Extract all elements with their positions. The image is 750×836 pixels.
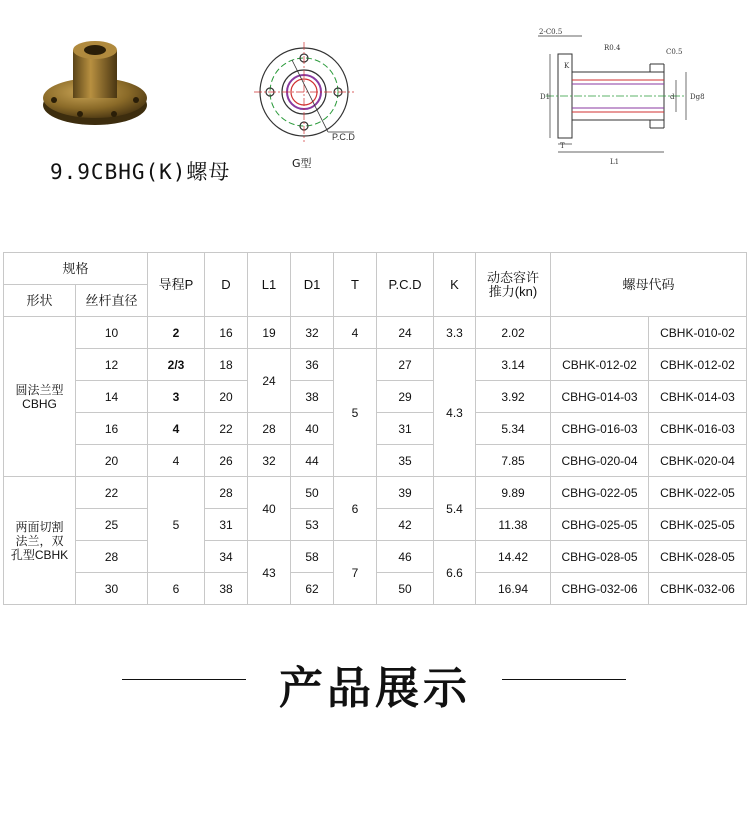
cell-pcd: 29	[377, 381, 434, 413]
cell-d: 34	[205, 541, 248, 573]
cell-code-cbhg: CBHG-022-05	[551, 477, 649, 509]
header-shape: 形状	[4, 285, 76, 317]
table-row	[4, 317, 747, 349]
cell-code-cbhg: CBHG-032-06	[551, 573, 649, 605]
cell-dia: 16	[76, 413, 148, 445]
cell-lead: 4	[148, 445, 205, 477]
cell-d1: 62	[291, 573, 334, 605]
cell-load: 5.34	[476, 413, 551, 445]
cell-lead: 4	[148, 413, 205, 445]
svg-text:2-C0.5: 2-C0.5	[539, 28, 563, 36]
cell-code-cbhk: CBHK-022-05	[649, 477, 747, 509]
cell-code-cbhg: CBHG-025-05	[551, 509, 649, 541]
svg-text:T: T	[560, 142, 565, 150]
cell-k: 4.3	[434, 349, 476, 477]
cell-code-cbhk: CBHK-032-06	[649, 573, 747, 605]
cell-code-cbhk: CBHK-010-02	[649, 317, 747, 349]
cell-code-cbhk: CBHK-025-05	[649, 509, 747, 541]
cell-d1: 53	[291, 509, 334, 541]
cell-k: 3.3	[434, 317, 476, 349]
cell-d: 16	[205, 317, 248, 349]
cell-pcd: 39	[377, 477, 434, 509]
section-title: 产品展示	[279, 663, 471, 714]
mount-hole-icon	[51, 97, 57, 103]
cell-d1: 38	[291, 381, 334, 413]
svg-text:R0.4: R0.4	[604, 44, 621, 52]
cell-lead: 3	[148, 381, 205, 413]
g-type-front-drawing	[252, 40, 362, 160]
cell-load: 3.14	[476, 349, 551, 381]
spec-table	[3, 252, 747, 605]
cell-code-cbhg: CBHG-016-03	[551, 413, 649, 445]
cell-k: 6.6	[434, 541, 476, 605]
cell-pcd: 46	[377, 541, 434, 573]
side-section-drawing	[536, 24, 710, 170]
cell-code-cbhk: CBHK-028-05	[649, 541, 747, 573]
cell-dia: 20	[76, 445, 148, 477]
cell-l1: 28	[248, 413, 291, 445]
product-caption: 9.9CBHG(K)螺母	[50, 160, 231, 184]
cell-load: 16.94	[476, 573, 551, 605]
cell-l1: 24	[248, 349, 291, 413]
cell-code-cbhg	[551, 317, 649, 349]
cell-code-cbhk: CBHK-016-03	[649, 413, 747, 445]
cell-load: 9.89	[476, 477, 551, 509]
cell-pcd: 35	[377, 445, 434, 477]
cell-d1: 50	[291, 477, 334, 509]
svg-text:d: d	[670, 93, 675, 101]
pcd-label: P.C.D	[332, 132, 355, 142]
header-screw-dia: 丝杆直径	[76, 285, 148, 317]
svg-text:C0.5: C0.5	[666, 48, 683, 56]
cell-d: 28	[205, 477, 248, 509]
cell-l1: 40	[248, 477, 291, 541]
cell-t: 7	[334, 541, 377, 605]
cell-load: 2.02	[476, 317, 551, 349]
cell-d1: 44	[291, 445, 334, 477]
cell-dia: 14	[76, 381, 148, 413]
cell-d: 22	[205, 413, 248, 445]
cell-l1: 43	[248, 541, 291, 605]
table-row	[4, 349, 747, 381]
cell-dia: 30	[76, 573, 148, 605]
cell-pcd: 42	[377, 509, 434, 541]
cell-dia: 28	[76, 541, 148, 573]
cell-dia: 10	[76, 317, 148, 349]
cell-k: 5.4	[434, 477, 476, 541]
cell-dia: 12	[76, 349, 148, 381]
header-load: 动态容许 推力(kn)	[476, 253, 551, 317]
shape-group-cbhg: 圆法兰型 CBHG	[4, 317, 76, 477]
header-k: K	[434, 253, 476, 317]
header-d1: D1	[291, 253, 334, 317]
header-l1: L1	[248, 253, 291, 317]
cell-load: 11.38	[476, 509, 551, 541]
cell-pcd: 27	[377, 349, 434, 381]
cell-d: 20	[205, 381, 248, 413]
header-d: D	[205, 253, 248, 317]
table-row	[4, 541, 747, 573]
cell-d: 26	[205, 445, 248, 477]
cell-d: 38	[205, 573, 248, 605]
svg-text:Dg8: Dg8	[690, 93, 705, 101]
cell-code-cbhg: CBHG-020-04	[551, 445, 649, 477]
cell-load: 7.85	[476, 445, 551, 477]
shape-group-cbhk: 两面切割 法兰，双 孔型CBHK	[4, 477, 76, 605]
cell-load: 3.92	[476, 381, 551, 413]
cell-pcd: 24	[377, 317, 434, 349]
header-spec: 规格	[4, 253, 148, 285]
cell-pcd: 31	[377, 413, 434, 445]
cell-t: 4	[334, 317, 377, 349]
cell-code-cbhg: CBHG-028-05	[551, 541, 649, 573]
cell-lead: 2	[148, 317, 205, 349]
cell-code-cbhk: CBHK-020-04	[649, 445, 747, 477]
flange-nut-photo	[40, 30, 150, 130]
cell-d: 18	[205, 349, 248, 381]
header-code: 螺母代码	[551, 253, 747, 317]
cell-code-cbhg: CBHG-014-03	[551, 381, 649, 413]
cell-d1: 58	[291, 541, 334, 573]
g-type-caption: G型	[292, 157, 312, 170]
cell-code-cbhk: CBHK-014-03	[649, 381, 747, 413]
cell-dia: 25	[76, 509, 148, 541]
cell-code-cbhg: CBHK-012-02	[551, 349, 649, 381]
cell-t: 6	[334, 477, 377, 541]
cell-lead: 5	[148, 477, 205, 573]
cell-d: 31	[205, 509, 248, 541]
svg-text:K: K	[564, 62, 570, 70]
header-t: T	[334, 253, 377, 317]
header-pcd: P.C.D	[377, 253, 434, 317]
cell-lead: 2/3	[148, 349, 205, 381]
cell-l1: 32	[248, 445, 291, 477]
section-heading-wrap	[0, 650, 750, 714]
svg-text:L1: L1	[610, 158, 620, 166]
cell-lead: 6	[148, 573, 205, 605]
header-lead: 导程P	[148, 253, 205, 317]
cell-pcd: 50	[377, 573, 434, 605]
cell-d1: 36	[291, 349, 334, 381]
table-header-row	[4, 253, 747, 285]
cell-code-cbhk: CBHK-012-02	[649, 349, 747, 381]
cell-load: 14.42	[476, 541, 551, 573]
cell-t: 5	[334, 349, 377, 477]
svg-text:D1: D1	[540, 93, 551, 101]
cell-dia: 22	[76, 477, 148, 509]
table-row	[4, 477, 747, 509]
cell-d1: 40	[291, 413, 334, 445]
cell-d1: 32	[291, 317, 334, 349]
cell-l1: 19	[248, 317, 291, 349]
